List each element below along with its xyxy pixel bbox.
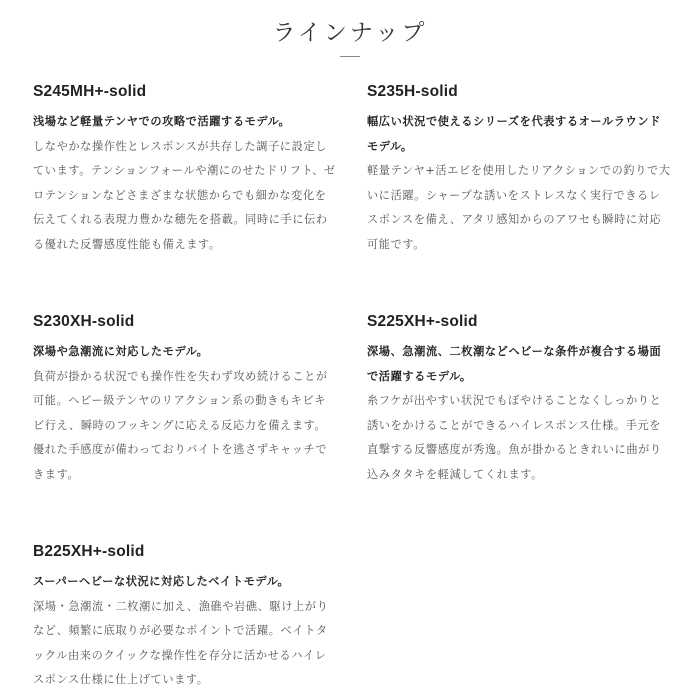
model-description: 深場・急潮流・二枚潮に加え、漁礁や岩礁、駆け上がりなど、頻繁に底取りが必要なポイントで活躍。ベイトタックル由来のクイックな操作性を存分に活かせるハイレスポンス仕様に仕上げています。 bbox=[33, 599, 329, 686]
model-name: S235H-solid bbox=[367, 83, 458, 100]
model-name: B225XH+-solid bbox=[33, 543, 145, 560]
model-name: S230XH-solid bbox=[33, 313, 135, 330]
model-lead: スーパーヘビーな状況に対応したベイトモデル。 bbox=[33, 575, 290, 588]
model-description: しなやかな操作性とレスポンスが共存した調子に設定しています。テンションフォールや潮にのせたドリフト、ゼロテンションなどさまざまな状態からでも細かな変化を伝えてくれる表現力豊かな穂先を搭載。同時に手に伝わる優れた反響感度性能も備えます。 bbox=[33, 139, 336, 251]
model-description: 負荷が掛かる状況でも操作性を失わず攻め続けることが可能。ヘビー級テンヤのリアクション系の動きもキビキビ行え、瞬時のフッキングに応える反応力を備えます。優れた手感度が備わっておりバイトを逃さずキャッチできます。 bbox=[33, 369, 328, 481]
model-lead: 浅場など軽量テンヤでの攻略で活躍するモデル。 bbox=[33, 115, 291, 128]
page-title: ラインナップ bbox=[272, 20, 428, 46]
model-description: 軽量テンヤ+活エビを使用したリアクションでの釣りで大いに活躍。シャープな誘いをストレスなく実行できるレスポンスを備え、アタリ感知からのアワセも瞬時に対応可能です。 bbox=[367, 164, 671, 251]
model-lead: 幅広い状況で使えるシリーズを代表するオールラウンドモデル。 bbox=[367, 115, 661, 153]
model-card bbox=[33, 542, 337, 693]
model-card bbox=[33, 82, 337, 257]
model-lead: 深場や急潮流に対応したモデル。 bbox=[33, 345, 209, 358]
model-name: S225XH+-solid bbox=[367, 313, 478, 330]
model-name: S245MH+-solid bbox=[33, 83, 147, 100]
model-card bbox=[33, 312, 337, 487]
model-description: 糸フケが出やすい状況でもぼやけることなくしっかりと誘いをかけることができるハイレスポンス仕様。手元を直撃する反響感度が秀逸。魚が掛かるときれいに曲がり込みタタキを軽減してくれます。 bbox=[367, 394, 662, 481]
model-lead: 深場、急潮流、二枚潮などヘビーな条件が複合する場面で活躍するモデル。 bbox=[367, 345, 662, 383]
model-card bbox=[367, 312, 671, 487]
model-card bbox=[367, 82, 671, 257]
title-divider bbox=[340, 56, 360, 57]
